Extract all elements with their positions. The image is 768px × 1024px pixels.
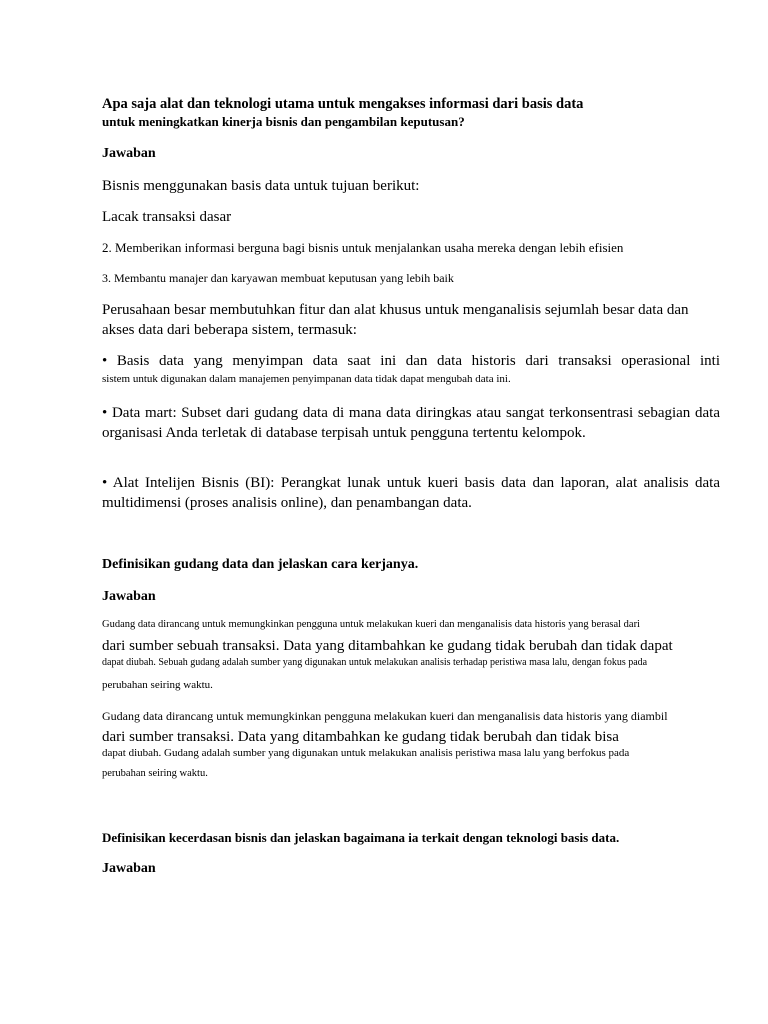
paragraph-2-line-4: perubahan seiring waktu. [102, 768, 208, 779]
bullet-1-line-1: • Basis data yang menyimpan data saat ini dan data historis dari transaksi operasional inti [102, 353, 720, 369]
answer-label-3: Jawaban [102, 861, 156, 876]
bullet-3-bi-tools: • Alat Intelijen Bisnis (BI): Perangkat lunak untuk kueri basis data dan laporan, alat analisis data multidimensi (proses analisis online), dan penambangan data. [102, 475, 720, 511]
list-item-2: 2. Memberikan informasi berguna bagi bisnis untuk menjalankan usaha mereka dengan lebih efisien [102, 240, 624, 255]
answer-label-1: Jawaban [102, 146, 156, 161]
paragraph-1-line-1: Gudang data dirancang untuk memungkinkan pengguna untuk melakukan kueri dan menganalisis data historis yang berasal dari [102, 619, 640, 630]
paragraph-1-line-2: dari sumber sebuah transaksi. Data yang ditambahkan ke gudang tidak berubah dan tidak dapat [102, 638, 673, 654]
paragraph-2-line-2: dari sumber transaksi. Data yang ditambahkan ke gudang tidak berubah dan tidak bisa [102, 729, 619, 745]
paragraph-1-line-4: perubahan seiring waktu. [102, 679, 213, 691]
paragraph-2-line-3: dapat diubah. Gudang adalah sumber yang digunakan untuk melakukan analisis peristiwa masa lalu yang berfokus pada [102, 747, 630, 759]
bullet-2-data-mart: • Data mart: Subset dari gudang data di mana data diringkas atau sangat terkonsentrasi sebagian data organisasi Anda terletak di database terpisah untuk pengguna tertentu kelompok. [102, 405, 720, 441]
question-1-line-1: Apa saja alat dan teknologi utama untuk mengakses informasi dari basis data [102, 96, 584, 112]
question-3: Definisikan kecerdasan bisnis dan jelaskan bagaimana ia terkait dengan teknologi basis data. [102, 830, 620, 845]
paragraph-2-line-1: Gudang data dirancang untuk memungkinkan pengguna melakukan kueri dan menganalisis data historis yang diambil [102, 709, 668, 723]
paragraph-large-companies: Perusahaan besar membutuhkan fitur dan alat khusus untuk menganalisis sejumlah besar data dan akses data dari beberapa sistem, termasuk: [102, 302, 689, 338]
question-2: Definisikan gudang data dan jelaskan cara kerjanya. [102, 557, 419, 572]
bullet-1-line-2: sistem untuk digunakan dalam manajemen penyimpanan data tidak dapat mengubah data ini. [102, 373, 511, 385]
answer-label-2: Jawaban [102, 589, 156, 604]
list-item-3: 3. Membantu manajer dan karyawan membuat keputusan yang lebih baik [102, 271, 454, 285]
paragraph-1-line-3: dapat diubah. Sebuah gudang adalah sumber yang digunakan untuk melakukan analisis terhadap peristiwa masa lalu, dengan fokus pada [102, 657, 648, 668]
question-1-line-2: untuk meningkatkan kinerja bisnis dan pengambilan keputusan? [102, 114, 465, 129]
list-item-1: Lacak transaksi dasar [102, 209, 232, 225]
intro-text: Bisnis menggunakan basis data untuk tujuan berikut: [102, 178, 420, 194]
